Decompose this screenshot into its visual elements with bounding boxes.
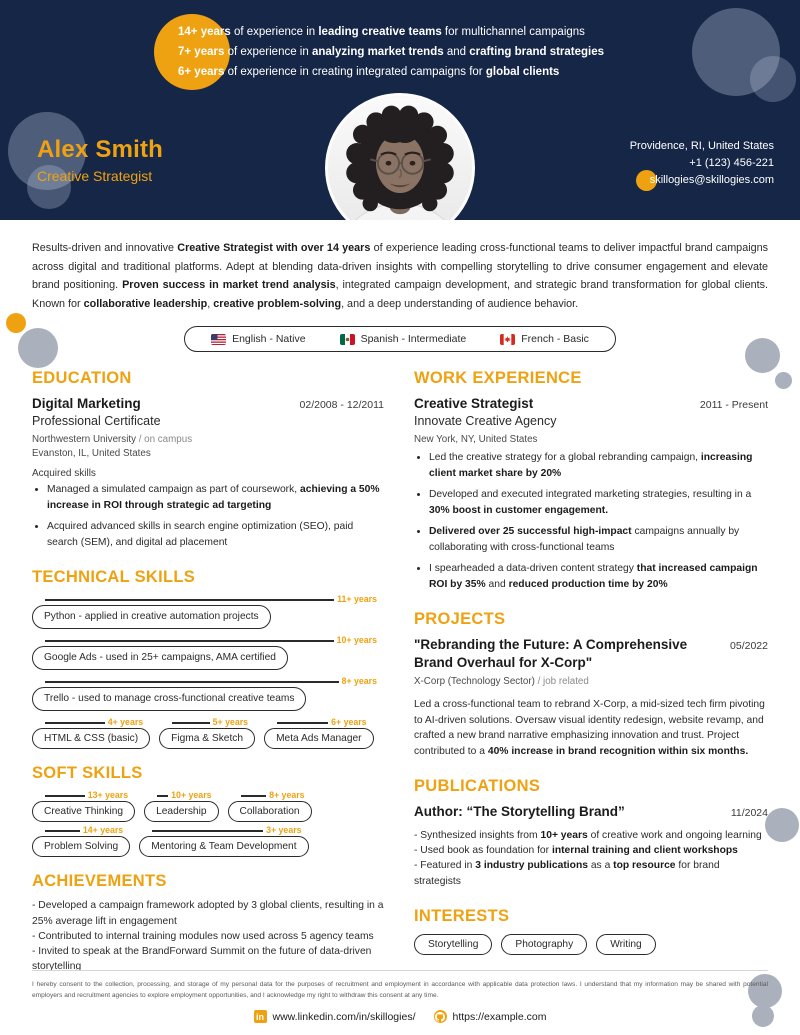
section-heading-projects: PROJECTS <box>414 610 506 629</box>
portrait-photo-icon <box>328 96 472 220</box>
education-org-mode: / on campus <box>136 434 193 446</box>
skill-years-badge: 8+ years <box>266 790 304 801</box>
summary-text-bold: Proven success in market trend analysis <box>122 279 336 292</box>
bullet-text: and <box>485 578 509 590</box>
achievement-line: - Contributed to internal training modules now used across 5 agency teams <box>32 930 374 942</box>
highlight-text-bold: global clients <box>485 66 560 78</box>
education-location: Evanston, IL, United States <box>32 448 151 460</box>
pub-text-bold: 10+ years <box>540 830 588 841</box>
language-item <box>500 333 589 345</box>
skill-years-badge: 5+ years <box>210 717 248 728</box>
chip-connector-line <box>45 640 377 641</box>
languages-row <box>0 326 800 352</box>
skill-chip[interactable]: Figma & Sketch <box>159 728 255 749</box>
pub-text-bold: internal training and client workshops <box>551 845 738 857</box>
interests-chips <box>414 934 768 955</box>
highlight-years: 14+ years <box>178 26 231 38</box>
bullet-text-bold: achieving a 50% increase in ROI through strategic ad targeting <box>47 484 380 511</box>
project-description <box>414 697 768 759</box>
linkedin-link[interactable] <box>254 1010 416 1023</box>
highlight-text-post: and <box>443 46 470 58</box>
website-url[interactable]: https://example.com <box>452 1010 547 1023</box>
education-bullets <box>47 482 384 550</box>
bullet-text: I spearheaded a data-driven content strategy <box>429 563 637 575</box>
contact-email-wrap[interactable] <box>650 172 774 189</box>
resume-footer <box>0 970 800 1035</box>
resume-header <box>0 0 800 220</box>
achievement-line: - Developed a campaign framework adopted by 3 global clients, resulting in a 25% average lift in engagement <box>32 900 384 927</box>
skill-chip[interactable]: Collaboration <box>228 801 312 822</box>
summary-text: , and a deep understanding of audience behavior. <box>341 297 579 310</box>
work-entry <box>414 395 768 592</box>
skill-years-badge: 10+ years <box>168 790 211 801</box>
interest-chip[interactable]: Storytelling <box>414 934 492 955</box>
acquired-skills-label: Acquired skills <box>32 468 96 480</box>
experience-highlights <box>178 22 604 82</box>
highlight-text-pre: of experience in creating integrated campaigns for <box>224 66 486 78</box>
left-column <box>32 369 384 974</box>
skill-chip[interactable]: Trello - used to manage cross-functional creative teams <box>32 687 306 711</box>
decorative-circle <box>6 313 26 333</box>
soft-skills-chips <box>32 790 384 854</box>
skill-years-badge: 4+ years <box>105 717 143 728</box>
contact-phone[interactable]: +1 (123) 456-221 <box>689 157 774 169</box>
avatar <box>325 93 475 220</box>
canada-flag-icon <box>500 334 515 345</box>
project-org-name: X-Corp (Technology Sector) <box>414 676 535 688</box>
skill-chip-wrap <box>159 717 255 746</box>
project-title: "Rebranding the Future: A Comprehensive Brand Overhaul for X-Corp" <box>414 637 688 671</box>
highlight-row <box>178 42 604 62</box>
consent-text: I hereby consent to the collection, processing, and storage of my personal data for the purposes of recruitment and employment in accordance with applicable data protection laws. I understand that my information may be shared with potential employers and recruitment agencies to explore employment opportunities, and I acknowledge my right to withdraw this consent at any time. <box>32 981 768 999</box>
section-heading-publications: PUBLICATIONS <box>414 777 541 795</box>
pub-text: as a <box>587 860 614 872</box>
summary-text-bold: creative problem-solving <box>213 297 342 310</box>
skill-chip[interactable]: Mentoring & Team Development <box>139 836 308 857</box>
contact-location: Providence, RI, United States <box>629 140 774 152</box>
mexico-flag-icon <box>340 334 355 345</box>
highlight-text-pre: of experience in <box>224 46 312 58</box>
publication-lines <box>414 828 768 889</box>
skill-chip[interactable]: Creative Thinking <box>32 801 135 822</box>
highlight-years: 7+ years <box>178 46 225 58</box>
project-entry <box>414 636 768 759</box>
decorative-circle <box>745 338 780 373</box>
skill-chip-wrap <box>32 717 150 746</box>
highlight-row <box>178 22 604 42</box>
interest-chip[interactable]: Writing <box>596 934 656 955</box>
achievement-line: - Invited to speak at the BrandForward Summit on the future of data-driven storytelling <box>32 945 372 973</box>
work-title: Creative Strategist <box>414 396 534 412</box>
highlight-row <box>178 62 604 82</box>
bullet-text: Led the creative strategy for a global rebranding campaign, <box>429 452 701 464</box>
pub-text: for brand strategists <box>414 860 720 887</box>
section-heading-achievements: ACHIEVEMENTS <box>32 872 167 891</box>
decorative-circle <box>765 808 799 842</box>
summary-text-bold: Creative Strategist with over 14 years <box>177 242 371 254</box>
project-desc-text: Led a cross-functional team to rebrand X-Corp, a mid-sized tech firm pivoting to AI-driven solutions. Oversaw visual identity redesign, website revamp, and crafted a new brand narrative emphasizing innovation and trust. Project contributed to a <box>414 699 765 757</box>
bullet-text: Developed and executed integrated marketing strategies, resulting in a <box>429 489 752 501</box>
skill-years-badge: 6+ years <box>328 717 366 728</box>
bullet-text: Managed a simulated campaign as part of coursework, <box>47 484 300 496</box>
us-flag-icon <box>211 334 226 345</box>
pub-text-bold: 3 industry publications <box>475 860 588 872</box>
list-item <box>429 524 768 555</box>
section-heading-soft-skills: SOFT SKILLS <box>32 764 143 783</box>
skill-years-badge: 14+ years <box>80 825 123 836</box>
skill-chip[interactable]: HTML & CSS (basic) <box>32 728 150 749</box>
skill-years-badge: 8+ years <box>339 676 377 687</box>
linkedin-icon: in <box>254 1010 267 1023</box>
skill-chip[interactable]: Leadership <box>144 801 218 822</box>
work-company: Innovate Creative Agency <box>414 414 557 429</box>
bullet-text-bold: that increased campaign ROI by 35% <box>429 563 758 590</box>
highlight-text-post: for multichannel campaigns <box>441 26 585 38</box>
skill-chip[interactable]: Python - applied in creative automation projects <box>32 605 271 629</box>
pub-text: - Featured in <box>414 860 476 872</box>
work-location: New York, NY, United States <box>414 434 538 446</box>
work-bullets <box>429 450 768 592</box>
job-title: Creative Strategist <box>37 168 153 184</box>
chip-connector-line <box>45 681 377 682</box>
pub-text-bold: top resource <box>613 860 676 872</box>
summary-text: Results-driven and innovative <box>32 242 178 254</box>
footer-links <box>32 1010 768 1023</box>
language-label: Spanish - Intermediate <box>360 333 467 346</box>
github-icon <box>434 1010 447 1023</box>
skill-chip-wrap <box>32 635 384 670</box>
bullet-text: campaigns annually by collaborating with cross-functional teams <box>429 526 740 553</box>
highlight-years: 6+ years <box>178 66 225 78</box>
skill-chip[interactable]: Google Ads - used in 25+ campaigns, AMA certified <box>32 646 288 670</box>
education-entry <box>32 395 384 550</box>
education-date: 02/2008 - 12/2011 <box>299 399 384 412</box>
summary-text: , <box>207 297 214 310</box>
summary-text: of experience leading cross-functional teams to deliver impactful brand campaigns across digital and traditional platforms. Adept at blending data-driven insights with compelling storytelling to drive consumer engagement and elevate brand positioning. <box>32 242 769 292</box>
section-heading-interests: INTERESTS <box>414 906 510 925</box>
publication-entry <box>414 803 768 889</box>
list-item <box>429 561 768 592</box>
bullet-text: Acquired advanced skills in search engine optimization (SEO), paid search (SEM), and digital ad placement <box>47 521 354 548</box>
contact-info <box>630 138 774 189</box>
skill-chip[interactable]: Meta Ads Manager <box>264 728 374 749</box>
content-columns <box>32 369 768 974</box>
skill-chip[interactable]: Problem Solving <box>32 836 130 857</box>
publication-line <box>414 843 768 858</box>
decorative-circle <box>775 372 792 389</box>
language-item <box>340 333 467 345</box>
skill-years-badge: 11+ years <box>334 594 377 605</box>
section-heading-work-experience: WORK EXPERIENCE <box>414 369 582 388</box>
summary-text-bold: collaborative leadership <box>83 297 208 310</box>
project-desc-bold: 40% increase in brand recognition within six months. <box>487 745 749 757</box>
publication-title: Author: “The Storytelling Brand” <box>414 804 625 819</box>
skill-chip-wrap <box>32 790 135 819</box>
skill-chip-wrap <box>139 825 308 854</box>
highlight-text-bold: leading creative teams <box>318 26 442 38</box>
divider <box>32 970 768 971</box>
identity-block <box>37 136 163 184</box>
education-subtitle: Professional Certificate <box>32 414 161 429</box>
section-heading-technical-skills: TECHNICAL SKILLS <box>32 568 196 587</box>
highlight-text-bold: analyzing market trends <box>311 46 444 58</box>
section-heading-education: EDUCATION <box>32 369 132 388</box>
skill-chip-wrap <box>32 676 384 711</box>
project-organization <box>414 675 768 689</box>
pub-text: of creative work and ongoing learning <box>587 830 762 841</box>
pub-text: - Synthesized insights from <box>414 830 541 841</box>
contact-email[interactable]: skillogies@skillogies.com <box>649 174 774 186</box>
achievements-list <box>32 898 384 974</box>
bullet-text-bold: increasing client market share by 20% <box>429 452 753 479</box>
skill-years-badge: 3+ years <box>263 825 301 836</box>
page-title: Alex Smith <box>37 136 164 163</box>
work-date: 2011 - Present <box>699 399 768 412</box>
highlight-text-bold2: crafting brand strategies <box>469 46 605 58</box>
skill-chip-wrap <box>228 790 312 819</box>
language-item <box>211 333 306 345</box>
chip-connector-line <box>45 599 377 600</box>
list-item <box>47 519 384 550</box>
interest-chip[interactable]: Photography <box>501 934 587 955</box>
decorative-circle <box>750 56 796 102</box>
project-date: 05/2022 <box>730 640 768 653</box>
summary-text: , integrated campaign development, and strategic brand transformation for global clients. Known for <box>32 279 768 310</box>
education-org-name: Northwestern University <box>32 434 136 446</box>
education-organization <box>32 433 384 447</box>
language-label: English - Native <box>232 333 306 346</box>
list-item <box>47 482 384 513</box>
skill-chip-wrap <box>144 790 218 819</box>
bullet-text-bold: Delivered over 25 successful high-impact <box>429 526 632 538</box>
right-column <box>414 369 768 974</box>
highlight-text-pre: of experience in <box>230 26 319 38</box>
publication-line <box>414 858 768 888</box>
pub-text: - Used book as foundation for <box>414 845 552 857</box>
language-label: French - Basic <box>521 333 589 346</box>
website-link[interactable] <box>434 1010 547 1023</box>
list-item <box>429 450 768 481</box>
technical-skills-chips <box>32 594 384 746</box>
skill-years-badge: 13+ years <box>85 790 128 801</box>
skill-chip-wrap <box>32 594 384 629</box>
skill-years-badge: 10+ years <box>334 635 377 646</box>
publication-date: 11/2024 <box>730 807 768 819</box>
education-title: Digital Marketing <box>32 396 141 412</box>
decorative-circle <box>18 328 58 368</box>
publication-line <box>414 828 768 843</box>
languages-bar <box>184 326 616 352</box>
linkedin-url[interactable]: www.linkedin.com/in/skillogies/ <box>272 1010 416 1023</box>
profile-summary <box>32 220 768 313</box>
bullet-text-bold: 30% boost in customer engagement. <box>429 504 609 516</box>
skill-chip-wrap <box>264 717 374 746</box>
project-relation: / job related <box>534 676 589 688</box>
bullet-text-bold: reduced production time by 20% <box>508 578 668 590</box>
list-item <box>429 487 768 518</box>
skill-chip-wrap <box>32 825 130 854</box>
